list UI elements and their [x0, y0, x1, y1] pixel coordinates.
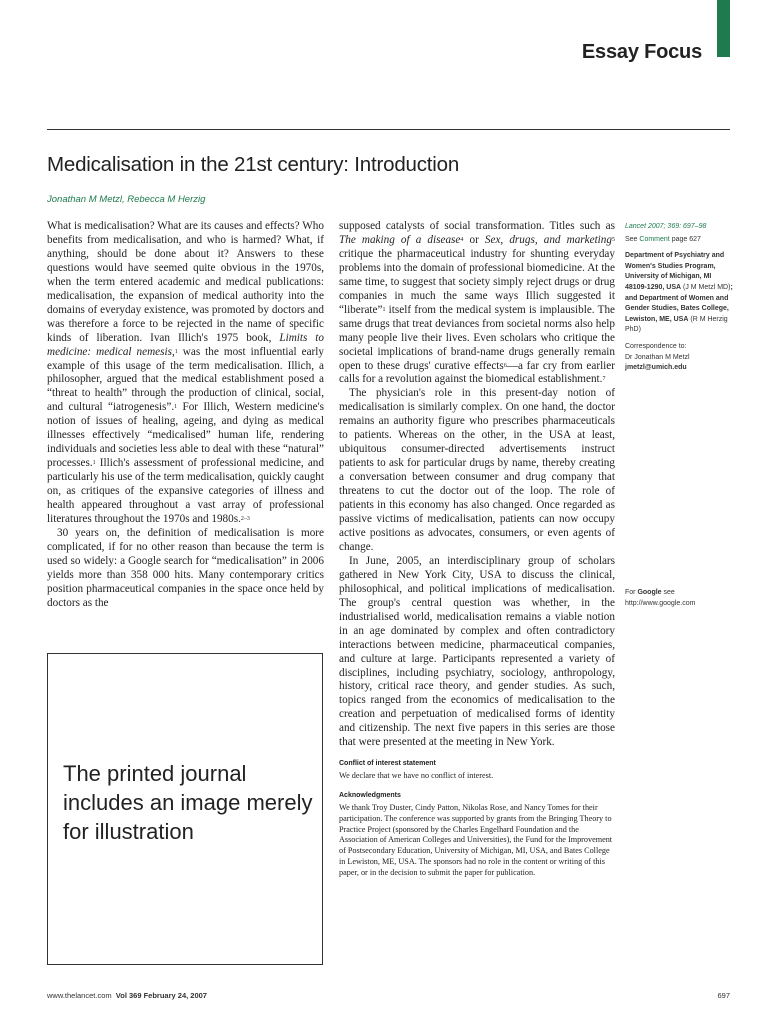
- comment-link[interactable]: Comment: [639, 235, 670, 243]
- paragraph: 30 years on, the definition of medicalisation is more complicated, if for no other reason than because the term is used so widely: a Google search for “medicalisation” in 2006 yields more than 358 000 hits. Many contemporary critics position pharmaceutical companies in the space once held by doctors as the: [47, 526, 324, 609]
- issue-info: Vol 369 February 24, 2007: [115, 991, 207, 1000]
- acknowledgments-heading: Acknowledgments: [339, 791, 401, 799]
- correspondence-email[interactable]: jmetzl@umich.edu: [625, 364, 687, 372]
- google-url[interactable]: http://www.google.com: [625, 599, 696, 607]
- section-label: Essay Focus: [581, 41, 702, 63]
- book-title: The making of a disease: [339, 233, 461, 246]
- book-title: Limits to medicine: medical nemesis,: [47, 331, 325, 358]
- see-comment: See Comment page 627: [625, 235, 701, 243]
- reference-sup: 4: [460, 236, 464, 243]
- conflict-text: We declare that we have no conflict of interest.: [339, 771, 494, 781]
- illustration-caption: The printed journal includes an image merely for illustration: [63, 761, 313, 844]
- affiliations: Department of Psychiatry and Women's Studies Program, University of Michigan, MI 48109-1290, USA (J M Metzl MD); and Department of Women and Gender Studies, Bates College, Lewiston, ME, USA (R M Herzig PhD): [625, 252, 733, 334]
- reference-sup: 5: [611, 236, 615, 243]
- footer-info: [47, 991, 207, 1000]
- section-color-tab: [717, 0, 730, 57]
- article-authors: Jonathan M Metzl, Rebecca M Herzig: [47, 194, 206, 205]
- paragraph: What is medicalisation? What are its causes and effects? Who benefits from medicalisation, and who is harmed? What, if anything, should be done about it? Answers to these questions would have seemed quite obvious in the 1970s, when the term entered academic and medical publications: medicalisation, the expansion of medical authority into the domains of everyday existence, was promoted by doctors and was therefore a force to be rejected in the name of specific kinds of liberation. Ivan Illich's 1975 book, Limits to medicine: medical nemesis,$^1$ was the most influential early example of this usage of the term medicalisation. Illich, a philosopher, argued that the medical establishment posed a “threat to health” through the production of clinical, social, and cultural “iatrogenesis”.$^1$ For Illich, Western medicine's notion of issues of healing, ageing, and dying as medical illnesses effectively “medicalised” human life, rendering individuals and societies less able to deal with these “natural” processes.$^1$ Illich's assessment of professional medicine, and particularly his use of the term medicalisation, quickly caught on, as critiques of the expansive categories of illness and health appeared throughout a vast array of professional literatures throughout the 1970s and 1980s.$^{2-3}$: [47, 220, 325, 526]
- acknowledgments-text: We thank Troy Duster, Cindy Patton, Nikolas Rose, and Nancy Tomes for their participation. The conference was supported by grants from the Bringing Theory to Practice Project (sponsored by the Charles Engelhard Foundation and the Association of American Colleges and Universities), the Fund for the Improvement of Postsecondary Education, University of Michigan, MI, USA, and Bates College in Lewiston, ME, USA. The sponsors had no role in the content or writing of this paper, or in the decision to submit the paper for publication.: [339, 802, 613, 877]
- conflict-heading: Conflict of interest statement: [339, 760, 436, 768]
- paragraph: The physician's role in this present-day notion of medicalisation is similarly complex. On one hand, the doctor remains an authority figure who prescribes pharmaceuticals to patients. Whereas on the other, in the USA at least, ubiquitous consumer-directed advertisements instruct patients to ask for particular drugs by name, thereby creating a conversation between consumer and drug company that threatens to cut the doctor out of the loop. The role of patients in this economy has also changed. Once regarded as passive victims of medicalisation, patients can now occupy active positions as advocates, consumers, or even agents of change.: [339, 387, 615, 553]
- reference-sup: 1: [92, 460, 96, 467]
- body-column-1: [47, 220, 324, 611]
- citation: Lancet 2007; 369: 697–98: [625, 223, 707, 230]
- google-note: For Google see http://www.google.com: [625, 588, 735, 609]
- site-url[interactable]: www.thelancet.com: [47, 991, 112, 1000]
- sidebar-notes: [625, 222, 735, 374]
- reference-sup: 6: [503, 362, 507, 369]
- article-title: Medicalisation in the 21st century: Introduction: [47, 153, 460, 176]
- book-title: Sex, drugs, and marketing: [484, 233, 612, 246]
- reference-sup: 1: [382, 306, 386, 313]
- header-rule: [47, 129, 730, 130]
- correspondence-label: Correspondence to:: [625, 342, 687, 350]
- body-column-2: [339, 220, 615, 879]
- paragraph: supposed catalysts of social transformation. Titles such as The making of a disease$^4$ or Sex, drugs, and marketing$^5$ critique the pharmaceutical industry for shunting everyday problems into the domain of professional biomedicine. At the same time, to suggest that society simply reject drugs or drug companies in much the same ways Illich suggested it “liberate”$^1$ itself from the medical system is implausible. The same drugs that treat deviances from societal norms also help many people live their lives. Even scholars who critique the societal implications of brand-name drugs generally remain open to these drugs' curative effects$^6$—a far cry from earlier calls for a revolution against the biomedical establishment.$^7$: [339, 220, 615, 386]
- paragraph: In June, 2005, an interdisciplinary group of scholars gathered in New York City, USA to discuss the clinical, philosophical, and political implications of medicalisation. The group's central question was whether, in the industrialised world, medicalisation remains a viable notion in an age dominated by complex and often contradictory interactions between medicine, pharmaceutical companies, and culture at large. Participants represented a variety of disciplines, including psychiatry, sociology, anthropology, history, critical race theory, and gender studies. As such, topics ranged from the economics of medicalisation to the creation and perpetuation of medicalised forms of identity and citizenship. The next five papers in this series are those that were presented at the meeting in New York.: [339, 554, 615, 749]
- reference-sup: 1: [174, 404, 178, 411]
- page-number: 697: [717, 991, 730, 1000]
- correspondence-name: Dr Jonathan M Metzl: [625, 353, 690, 361]
- illustration-placeholder: [47, 653, 323, 965]
- reference-sup: 2–3: [240, 516, 250, 523]
- reference-sup: 1: [174, 348, 178, 355]
- reference-sup: 7: [602, 376, 606, 383]
